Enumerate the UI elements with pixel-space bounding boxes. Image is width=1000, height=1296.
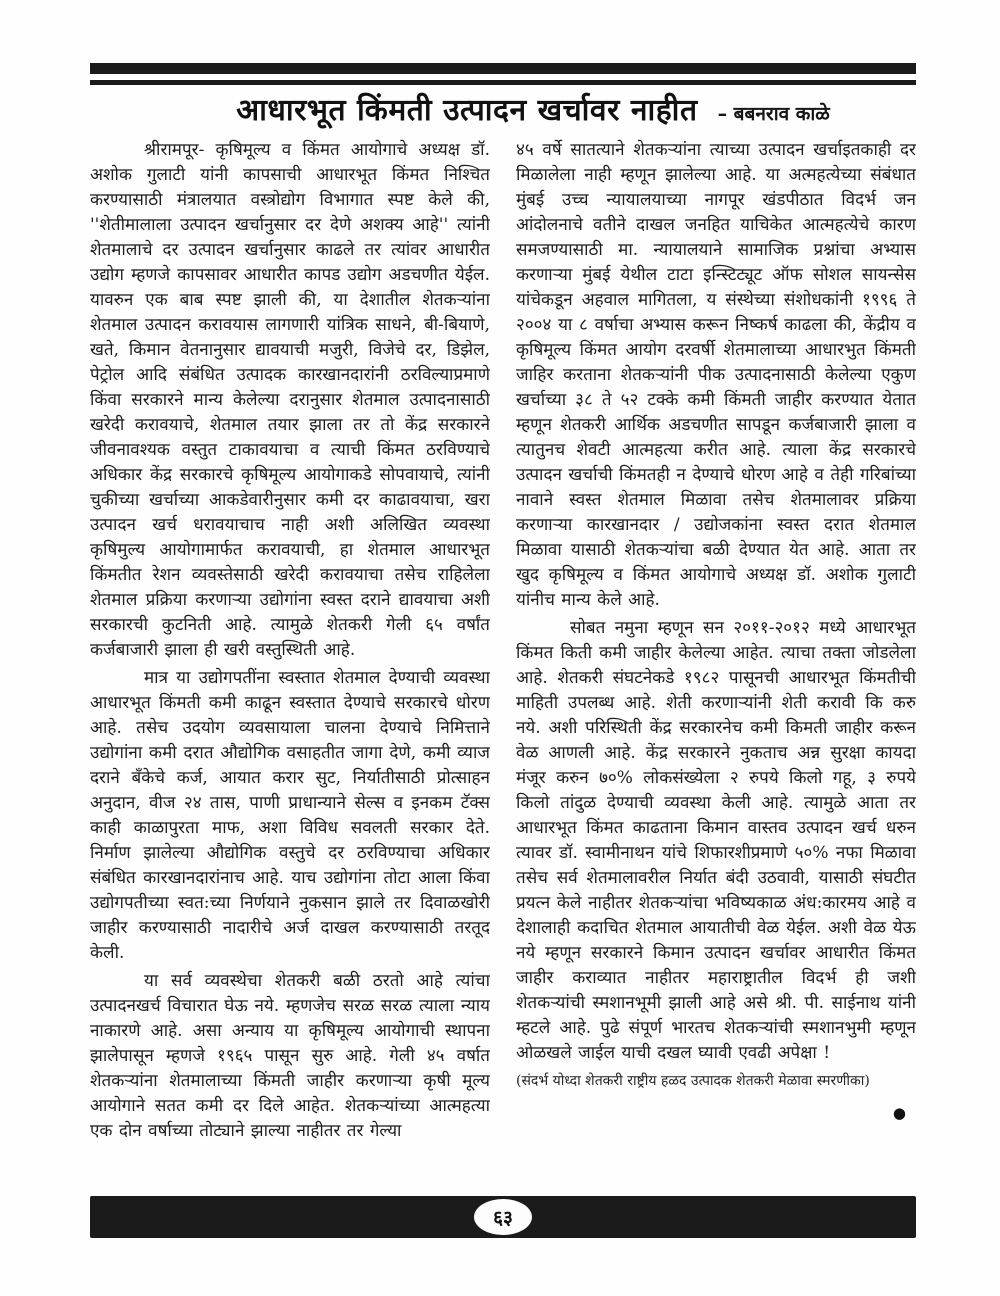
paragraph-3: या सर्व व्यवस्थेचा शेतकरी बळी ठरतो आहे त्यांचा उत्पादनखर्च विचारात घेऊ नये. म्हणजेच सरळ सरळ त्याला न्याय नाकारणे आहे. असा अन्याय या कृषिमूल्य आयोगाची स्थापना झालेपासून म्हणजे १९६५ पासून सुरु आहे. गेली ४५ वर्षात शेतकऱ्यांना शेतमालाच्या किंमती जाहीर करणाऱ्या कृषी मूल्य आयोगाने सतत कमी दर दिले आहेत. शेतकऱ्यांच्या आत्महत्या एक दोन वर्षाच्या तोट्याने झाल्या नाहीतर तर गेल्या: [90, 971, 490, 1141]
reference-note: (संदर्भ योध्दा शेतकरी राष्ट्रीय हळद उत्पादक शेतकरी मेळावा स्मरणीका): [516, 1073, 870, 1089]
paragraph-2: मात्र या उद्योगपतींना स्वस्तात शेतमाल देण्याची व्यवस्था आधारभूत किंमती कमी काढून स्वस्तात देण्याचे सरकारचे धोरण आहे. तसेच उदयोग व्यवसायाला चालना देण्याचे निमित्ताने उद्योगांना कमी दरात औद्योगिक वसाहतीत जागा देणे, कमी व्याज दराने बँकेचे कर्ज, आयात करार सुट, निर्यातीसाठी प्रोत्साहन अनुदान, वीज २४ तास, पाणी प्राधान्याने सेल्स व इनकम टॅक्स काही काळापुरता माफ, अशा विविध सवलती सरकार देते. निर्माण झालेल्या औद्योगिक वस्तुचे दर ठरविण्याचा अधिकार संबंधित कारखानदारांनाच आहे. याच उद्योगांना तोटा आला किंवा उद्योगपतीच्या स्वत:च्या निर्णयाने नुकसान झाले तर दिवाळखोरी जाहीर करण्यासाठी नादारीचे अर्ज दाखल करण्यासाठी तरतूद केली.: [90, 668, 490, 963]
page-number-badge: [474, 1199, 532, 1235]
footer-bar: [90, 1196, 916, 1238]
article-body: [90, 138, 916, 1184]
end-bullet: ●: [892, 1104, 906, 1122]
article-author: – बबनराव काळे: [717, 103, 830, 125]
right-column: [516, 138, 916, 1184]
article-header: [90, 88, 916, 134]
paragraph-5: सोबत नमुना म्हणून सन २०११-२०१२ मध्ये आधारभूत किंमत किती कमी जाहीर केलेल्या आहेत. त्याचा तक्ता जोडलेला आहे. शेतकरी संघटनेकडे १९८२ पासूनची आधारभूत किंमतीची माहिती उपलब्ध आहे. शेती करणाऱ्यांनी शेती करावी कि करु नये. अशी परिस्थिती केंद्र सरकारनेच कमी किमती जाहीर करून वेळ आणली आहे. केंद्र सरकारने नुकताच अन्न सुरक्षा कायदा मंजूर करुन ७०% लोकसंख्येला २ रुपये किलो गहू, ३ रुपये किलो तांदुळ देण्याची व्यवस्था केली आहे. त्यामुळे आता तर आधारभूत किंमत काढताना किमान वास्तव उत्पादन खर्च धरुन त्यावर डॉ. स्वामीनाथन यांचे शिफारशीप्रमाणे ५०% नफा मिळावा तसेच सर्व शेतमालावरील निर्यात बंदी उठवावी, यासाठी संघटीत प्रयत्न केले नाहीतर शेतकऱ्यांचा भविष्यकाळ अंध:कारमय आहे व देशालाही कदाचित शेतमाल आयातीची वेळ येईल. अशी वेळ येऊ नये म्हणून सरकारने किमान उत्पादन खर्चावर आधारीत किंमत जाहीर कराव्यात नाहीतर महाराष्ट्रातील विदर्भ ही जशी शेतकऱ्यांची स्मशानभूमी झाली आहे असे श्री. पी. साईनाथ यांनी म्हटले आहे. पुढे संपूर्ण भारतच शेतकऱ्यांची स्मशानभुमी म्हणून ओळखले जाईल याची दखल घ्यावी एवढी अपेक्षा !: [516, 618, 916, 1063]
header-rule-thick: [90, 63, 916, 74]
paragraph-1: श्रीरामपूर- कृषिमूल्य व किंमत आयोगाचे अध्यक्ष डॉ. अशोक गुलाटी यांनी कापसाची आधारभूत किंमत निश्चित करण्यासाठी मंत्रालयात वस्त्रोद्योग विभागात स्पष्ट केले की, ''शेतीमालाला उत्पादन खर्चानुसार दर देणे अशक्य आहे'' त्यांनी शेतमालाचे दर उत्पादन खर्चानुसार काढले तर त्यांवर आधारीत उद्योग म्हणजे कापसावर आधारीत कापड उद्योग अडचणीत येईल. यावरुन एक बाब स्पष्ट झाली की, या देशातील शेतकऱ्यांना शेतमाल उत्पादन करावयास लागणारी यांत्रिक साधने, बी-बियाणे, खते, किमान वेतनानुसार द्यावयाची मजुरी, विजेचे दर, डिझेल, पेट्रोल आदि संबंधित उत्पादक कारखानदारांनी ठरविल्याप्रमाणे किंवा सरकारने मान्य केलेल्या दरानुसार शेतमाल उत्पादनासाठी खरेदी करावयाचे, शेतमाल तयार झाला तर तो केंद्र सरकारने जीवनावश्यक वस्तुत टाकावयाचा व त्याची किंमत ठरविण्याचे अधिकार केंद्र सरकारचे कृषिमूल्य आयोगाकडे सोपवायाचे, त्यांनी चुकीच्या खर्चाच्या आकडेवारीनुसार कमी दर काढावयाचा, खरा उत्पादन खर्च धरावयाचाच नाही अशी अलिखित व्यवस्था कृषिमुल्य आयोगामार्फत करावयाची, हा शेतमाल आधारभूत किंमतीत रेशन व्यवस्तेसाठी खरेदी करावयाचा तसेच राहिलेला शेतमाल प्रक्रिया करणाऱ्या उद्योगांना स्वस्त दराने द्यावयाचा अशी सरकारची कुटनिती आहे. त्यामुळे शेतकरी गेली ६५ वर्षांत कर्जबाजारी झाला ही खरी वस्तुस्थिती आहे.: [90, 140, 490, 660]
paragraph-4-continuation: ४५ वर्षे सातत्याने शेतकऱ्यांना त्याच्या उत्पादन खर्चाइतकाही दर मिळालेला नाही म्हणून झालेल्या आहे. या अत्महत्येच्या संबंधात मुंबई उच्च न्यायालयाच्या नागपूर खंडपीठात विदर्भ जन आंदोलनाचे वतीने दाखल जनहित याचिकेत आत्महत्येचे कारण समजण्यासाठी मा. न्यायालयाने सामाजिक प्रश्नांचा अभ्यास करणाऱ्या मुंबई येथील टाटा इन्स्टिट्यूट ऑफ सोशल सायन्सेस यांचेकडून अहवाल मागितला, य संस्थेच्या संशोधकांनी १९९६ ते २००४ या ८ वर्षाचा अभ्यास करून निष्कर्ष काढला की, केंद्रीय व कृषिमूल्य किंमत आयोग दरवर्षी शेतमालाच्या आधारभुत किंमती जाहिर करताना शेतकऱ्यांनी पीक उत्पादनासाठी केलेल्या एकुण खर्चाच्या ३८ ते ५२ टक्के कमी किंमती जाहीर करण्यात येतात म्हणून शेतकरी आर्थिक अडचणीत सापडून कर्जबाजारी झाला व त्यातुनच शेवटी आत्महत्या करीत आहे. त्याला केंद्र सरकारचे उत्पादन खर्चाची किंमतही न देण्याचे धोरण आहे व तेही गरिबांच्या नावाने स्वस्त शेतमाल मिळावा तसेच शेतमालावर प्रक्रिया करणाऱ्या कारखानदार / उद्योजकांना स्वस्त दरात शेतमाल मिळावा यासाठी शेतकऱ्यांचा बळी देण्यात येत आहे. आता तर खुद कृषिमूल्य व किंमत आयोगाचे अध्यक्ष डॉ. अशोक गुलाटी यांनीच मान्य केले आहे.: [516, 140, 916, 610]
page-number: ६३: [493, 1207, 513, 1229]
article-title: आधारभूत किंमती उत्पादन खर्चावर नाहीत: [236, 93, 698, 128]
left-column: [90, 138, 490, 1184]
header-rule-thin: [90, 80, 916, 85]
